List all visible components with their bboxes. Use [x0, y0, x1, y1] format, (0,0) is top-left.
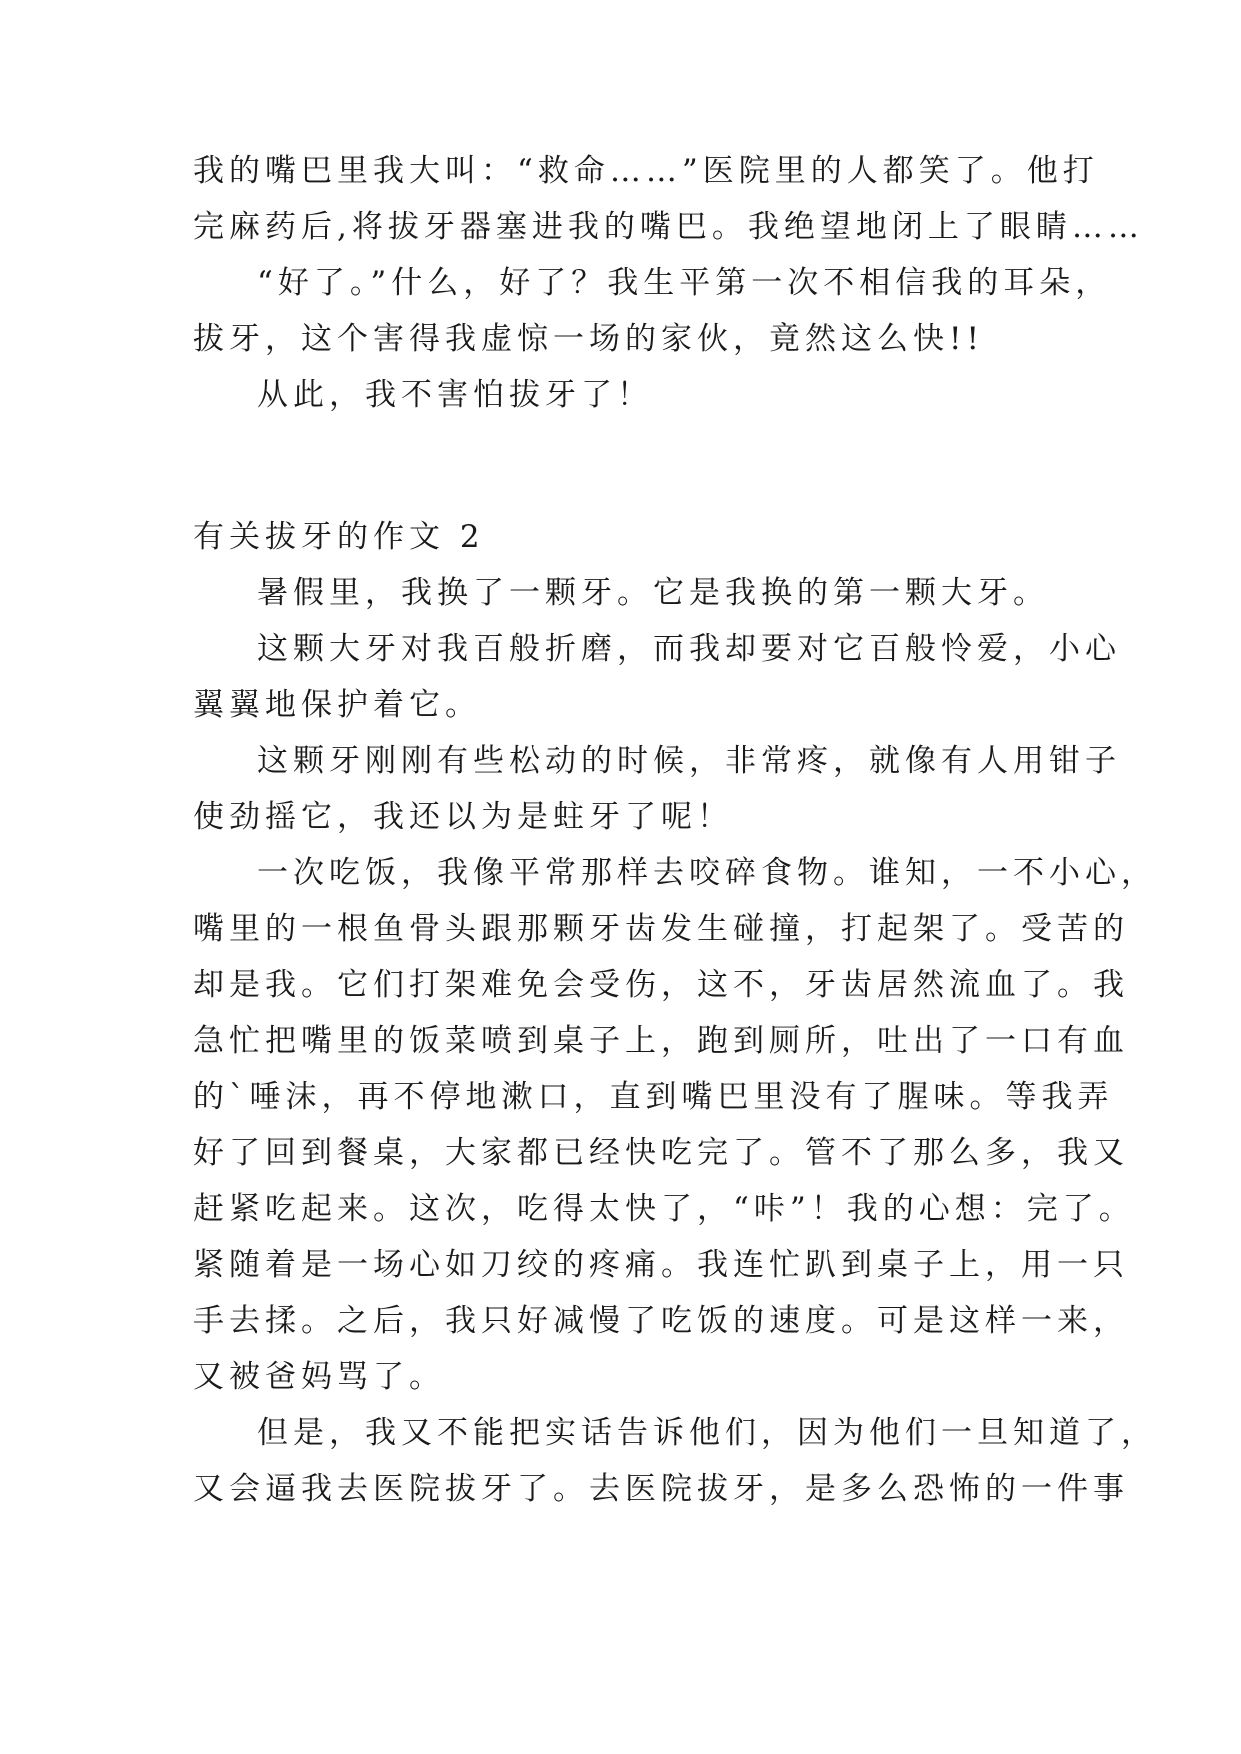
paragraph-line: 又被爸妈骂了。	[193, 1359, 445, 1395]
paragraph-line: 一次吃饭，我像平常那样去咬碎食物。谁知，一不小心，	[257, 855, 1157, 891]
paragraph-line: 拔牙，这个害得我虚惊一场的家伙，竟然这么快!!	[193, 321, 984, 357]
paragraph-line: 但是，我又不能把实话告诉他们，因为他们一旦知道了，	[257, 1415, 1157, 1451]
paragraph-line: 好了回到餐桌，大家都已经快吃完了。管不了那么多，我又	[193, 1135, 1129, 1171]
paragraph-line: 使劲摇它，我还以为是蛀牙了呢！	[193, 799, 733, 835]
paragraph-line: “好了。”什么，好了？我生平第一次不相信我的耳朵，	[257, 265, 1112, 301]
paragraph-line: 的`唾沫，再不停地漱口，直到嘴巴里没有了腥味。等我弄	[193, 1079, 1114, 1115]
paragraph-line: 手去揉。之后，我只好减慢了吃饭的速度。可是这样一来，	[193, 1303, 1129, 1339]
paragraph-line: 暑假里，我换了一颗牙。它是我换的第一颗大牙。	[257, 575, 1049, 611]
paragraph-line: 急忙把嘴里的饭菜喷到桌子上，跑到厕所，吐出了一口有血	[193, 1023, 1129, 1059]
paragraph-line: 又会逼我去医院拔牙了。去医院拔牙，是多么恐怖的一件事	[193, 1471, 1129, 1507]
paragraph-line: 紧随着是一场心如刀绞的疼痛。我连忙趴到桌子上，用一只	[193, 1247, 1129, 1283]
paragraph-line: 赶紧吃起来。这次，吃得太快了，“咔”！我的心想：完了。	[193, 1191, 1135, 1227]
section-heading: 有关拔牙的作文 2	[193, 519, 485, 555]
paragraph-line: 翼翼地保护着它。	[193, 687, 481, 723]
paragraph-line: 完麻药后,将拔牙器塞进我的嘴巴。我绝望地闭上了眼睛……	[193, 209, 1144, 245]
paragraph-line: 这颗牙刚刚有些松动的时候，非常疼，就像有人用钳子	[257, 743, 1121, 779]
paragraph-line: 却是我。它们打架难免会受伤，这不，牙齿居然流血了。我	[193, 967, 1129, 1003]
paragraph-line: 我的嘴巴里我大叫：“救命……”医院里的人都笑了。他打	[193, 153, 1099, 189]
paragraph-line: 这颗大牙对我百般折磨，而我却要对它百般怜爱，小心	[257, 631, 1121, 667]
paragraph-line: 从此，我不害怕拔牙了！	[257, 377, 653, 413]
paragraph-line: 嘴里的一根鱼骨头跟那颗牙齿发生碰撞，打起架了。受苦的	[193, 911, 1129, 947]
